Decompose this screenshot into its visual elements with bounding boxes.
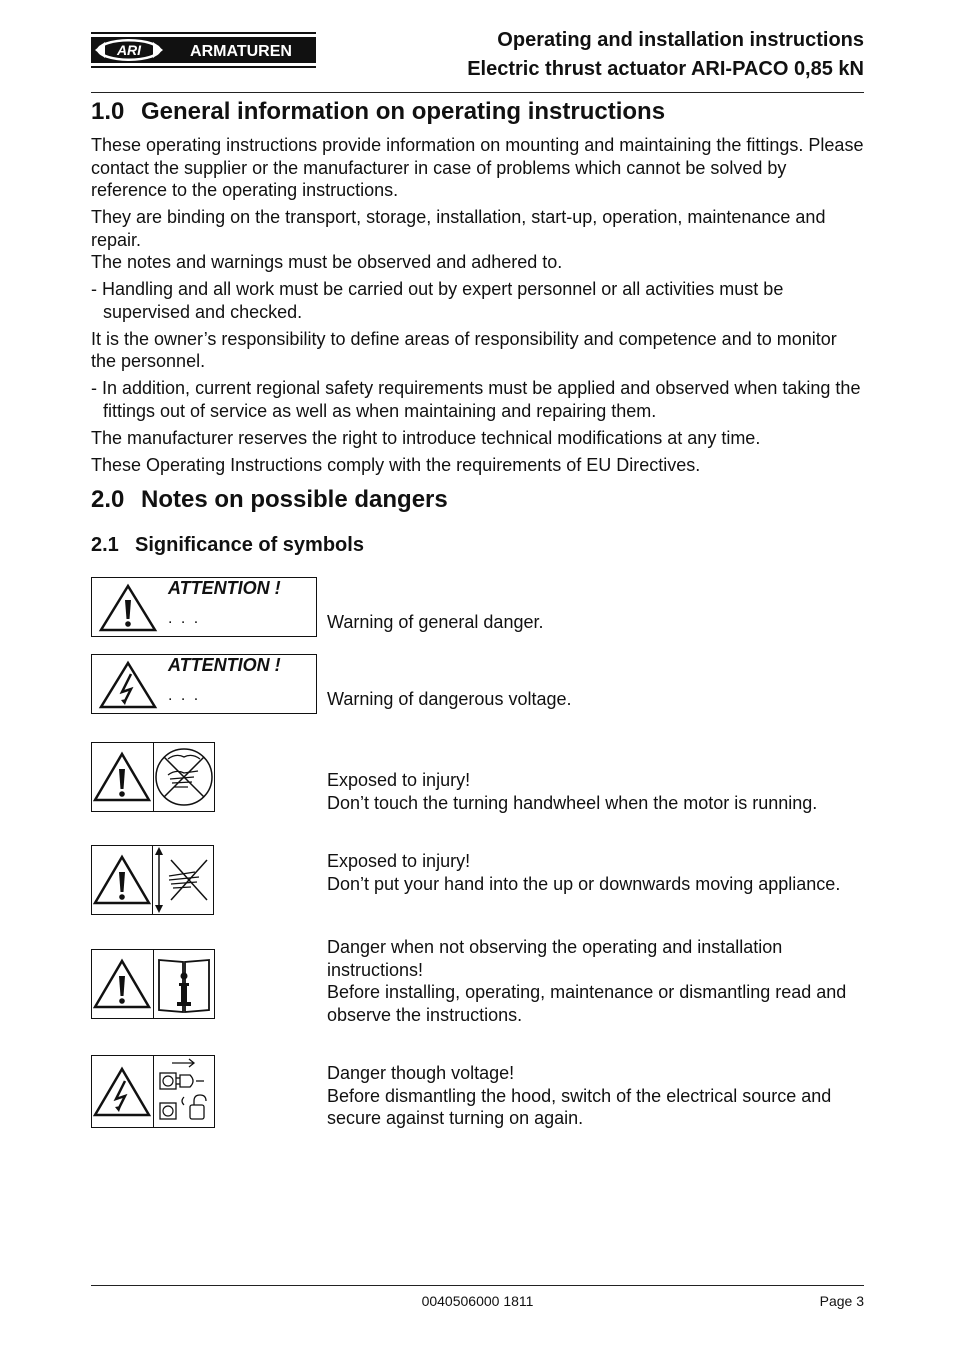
description-line: Danger though voltage! <box>327 1063 515 1083</box>
symbol-icon-box <box>91 949 215 1019</box>
logo-mark-text: ARI <box>116 42 142 58</box>
section-1-number: 1.0 <box>91 98 125 125</box>
symbol-description <box>327 611 867 634</box>
description-line: Don’t touch the turning handwheel when the motor is running. <box>327 792 818 813</box>
symbol-description <box>327 769 867 814</box>
ari-armaturen-logo <box>91 32 316 68</box>
document-code: 0040506000 1811 <box>421 1293 534 1309</box>
section-2-1-number: 2.1 <box>91 534 119 556</box>
logo-brand-text: ARMATUREN <box>190 43 292 60</box>
paragraph: These operating instructions provide information on mounting and maintaining the fittings. Please contact the supplier or the manufacturer in case of problems which cannot be solved by reference to the operating instructions. <box>91 135 864 200</box>
paragraph: The manufacturer reserves the right to introduce technical modifications at any time. <box>91 427 761 448</box>
description-line: Don’t put your hand into the up or downwards moving appliance. <box>327 873 841 894</box>
attention-title: ATTENTION ! <box>168 578 281 598</box>
symbol-row-read-instructions <box>91 937 847 1026</box>
bullet-paragraph: - In addition, current regional safety requirements must be applied and observed when taking the fittings out of service as well as when maintaining and repairing them. <box>91 378 861 421</box>
no-hand-moving-part-icon <box>153 846 213 914</box>
symbol-icon-box <box>91 845 214 915</box>
attention-box <box>91 654 317 714</box>
section-1-heading <box>91 98 665 126</box>
section-1-body <box>91 134 864 481</box>
symbol-description <box>327 1062 867 1130</box>
book-cell <box>153 950 214 1018</box>
paragraph: These Operating Instructions comply with the requirements of EU Directives. <box>91 454 701 475</box>
attention-dots: . . . <box>168 610 201 627</box>
section-2-title: Notes on possible dangers <box>141 486 448 513</box>
symbol-icon-box <box>91 742 215 812</box>
attention-dots: . . . <box>168 687 201 704</box>
section-1-title: General information on operating instructions <box>141 98 666 125</box>
paragraph: The notes and warnings must be observed and adhered to. <box>91 252 563 272</box>
symbol-row-handwheel <box>91 742 818 813</box>
symbol-description <box>327 936 867 1027</box>
warning-cell <box>92 846 152 914</box>
attention-box <box>91 577 317 637</box>
symbol-description <box>327 688 867 711</box>
warning-triangle-icon <box>93 854 151 906</box>
section-2-1-heading <box>91 534 364 557</box>
warning-triangle-icon <box>93 751 151 803</box>
paragraph: It is the owner’s responsibility to define areas of responsibility and competence and to monitor the personnel. <box>91 328 837 371</box>
disconnect-power-icon <box>154 1057 214 1127</box>
header-title <box>467 26 864 84</box>
warning-cell <box>92 743 153 811</box>
warning-cell <box>92 950 153 1018</box>
disconnect-cell <box>153 1056 214 1127</box>
description-line: Exposed to injury! <box>327 770 471 790</box>
symbol-row-moving-part <box>91 845 841 915</box>
attention-title: ATTENTION ! <box>168 655 281 675</box>
header-title-line2: Electric thrust actuator ARI-PACO 0,85 kN <box>467 58 864 80</box>
description-line: Warning of general danger. <box>327 612 544 632</box>
page-number: Page 3 <box>819 1293 864 1309</box>
high-voltage-triangle-icon <box>98 660 158 710</box>
warning-cell <box>92 1056 153 1127</box>
description-line: Exposed to injury! <box>327 851 471 871</box>
header-title-line1: Operating and installation instructions <box>497 29 864 51</box>
warning-triangle-icon <box>98 583 158 633</box>
description-line: Danger when not observing the operating and installation instructions! <box>327 937 783 980</box>
symbol-row-disconnect-power <box>91 1055 832 1129</box>
description-line: Warning of dangerous voltage. <box>327 689 572 709</box>
moving-part-cell <box>152 846 213 914</box>
description-line: Before installing, operating, maintenance or dismantling read and observe the instructions. <box>327 982 847 1026</box>
symbol-description <box>327 850 867 895</box>
section-2-heading <box>91 486 448 514</box>
section-2-1-title: Significance of symbols <box>135 534 364 556</box>
section-2-number: 2.0 <box>91 486 125 513</box>
page-header <box>91 24 864 93</box>
paragraph: They are binding on the transport, storage, installation, start-up, operation, maintenance and repair. <box>91 207 826 250</box>
symbol-row-dangerous-voltage <box>91 654 572 714</box>
high-voltage-triangle-icon <box>93 1066 151 1118</box>
symbol-row-general-danger <box>91 577 544 637</box>
page-footer <box>91 1285 864 1309</box>
read-instructions-icon <box>155 952 213 1016</box>
handwheel-cell <box>153 743 214 811</box>
warning-triangle-icon <box>93 958 151 1010</box>
document-page <box>91 0 864 1351</box>
symbol-icon-box <box>91 1055 215 1128</box>
description-line: Before dismantling the hood, switch of the electrical source and secure against turning on again. <box>327 1085 832 1129</box>
no-touch-handwheel-icon <box>154 745 214 809</box>
bullet-paragraph: - Handling and all work must be carried out by expert personnel or all activities must be supervised and checked. <box>91 279 784 322</box>
